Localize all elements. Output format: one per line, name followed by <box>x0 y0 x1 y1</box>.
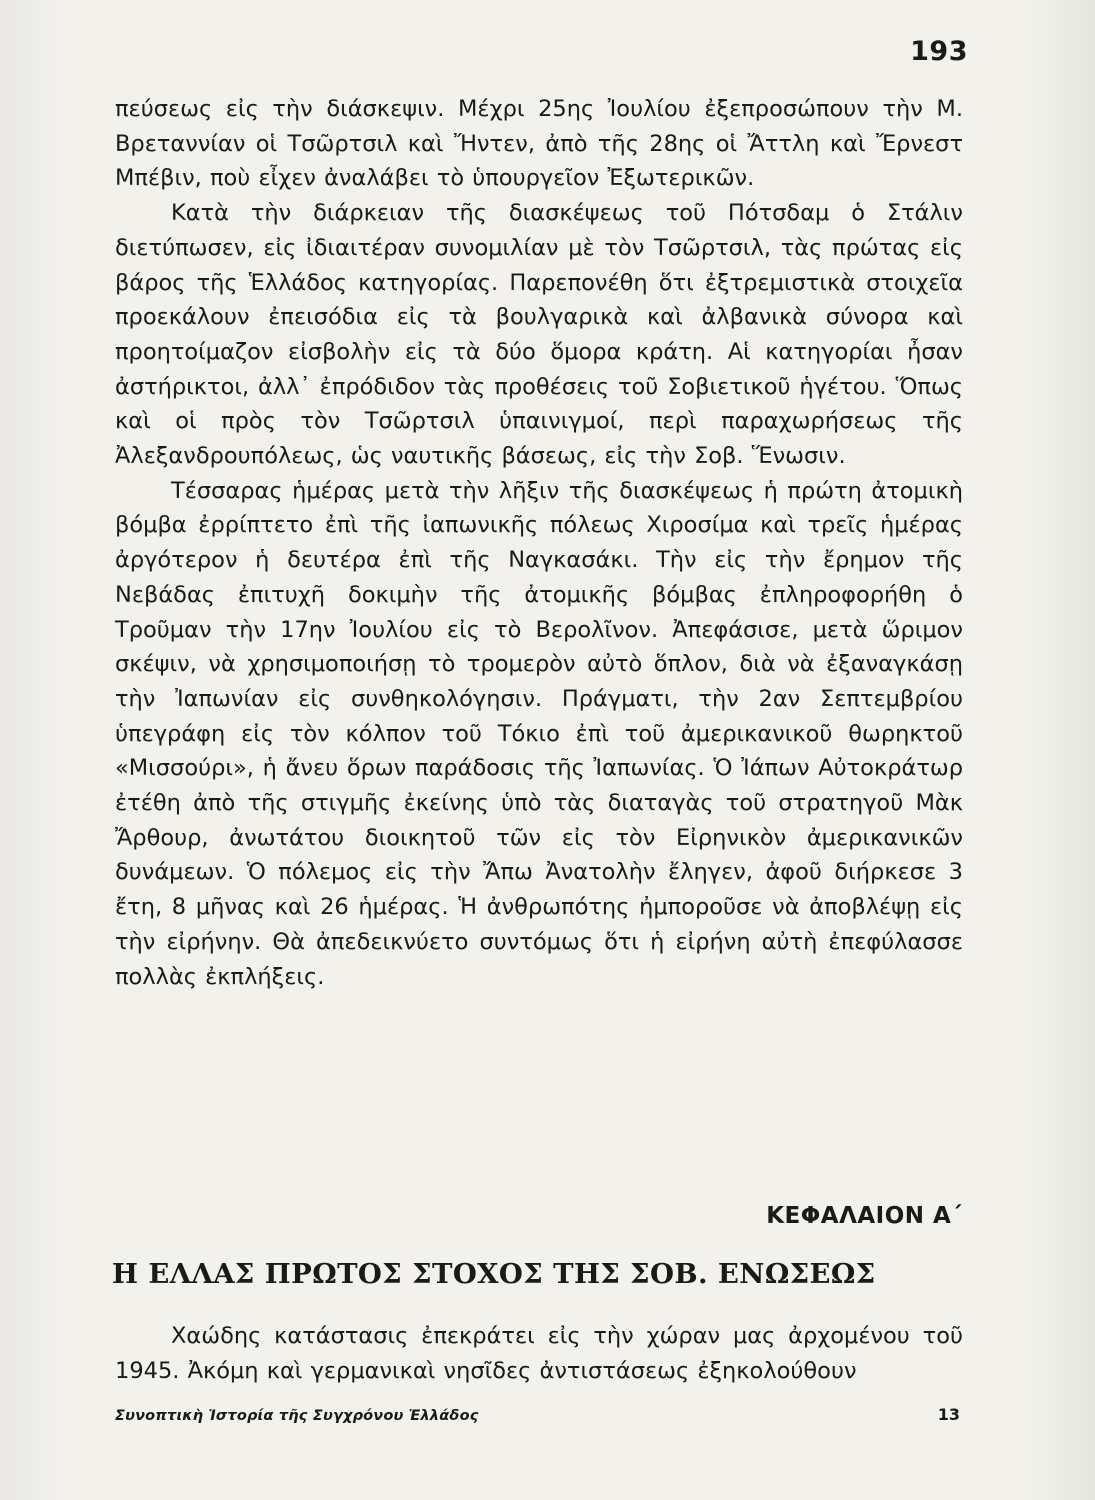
paragraph-potsdam: Κατὰ τὴν διάρκειαν τῆς διασκέψεως τοῦ Πότσδαμ ὁ Στάλιν διετύπωσεν, εἰς ἰδιαιτέραν συνομιλίαν μὲ τὸν Τσῶρτσιλ, τὰς πρώτας εἰς βάρος τῆς Ἑλλάδος κατηγορίας. Παρεπονέθη ὅτι ἐξτρεμιστικὰ στοιχεῖα προεκάλουν ἐπεισόδια εἰς τὰ βουλγαρικὰ καὶ ἀλβανικὰ σύνορα καὶ προητοίμαζον εἰσβολὴν εἰς τὰ δύο ὅμορα κράτη. Αἱ κατηγορίαι ἦσαν ἀστήρικτοι, ἀλλ᾽ ἐπρόδιδον τὰς προθέσεις τοῦ Σοβιετικοῦ ἡγέτου. Ὅπως καὶ οἱ πρὸς τὸν Τσῶρτσιλ ὑπαινιγμοί, περὶ παραχωρήσεως τῆς Ἀλεξανδρουπόλεως, ὡς ναυτικῆς βάσεως, εἰς τὴν Σοβ. Ἕνωσιν. <box>115 200 963 470</box>
paragraph-atomic-bomb: Τέσσαρας ἡμέρας μετὰ τὴν λῆξιν τῆς διασκέψεως ἡ πρώτη ἀτομικὴ βόμβα ἐρρίπτετο ἐπὶ τῆς ἰαπωνικῆς πόλεως Χιροσίμα καὶ τρεῖς ἡμέρας ἀργότερον ἡ δευτέρα ἐπὶ τῆς Ναγκασάκι. Τὴν εἰς τὴν ἔρημον τῆς Νεβάδας ἐπιτυχῆ δοκιμὴν τῆς ἀτομικῆς βόμβας ἐπληροφορήθη ὁ Τροῦμαν τὴν 17ην Ἰουλίου εἰς τὸ Βερολῖνον. Ἀπεφάσισε, μετὰ ὥριμον σκέψιν, νὰ χρησιμοποιήσῃ τὸ τρομερὸν αὐτὸ ὅπλον, διὰ νὰ ἐξαναγκάσῃ τὴν Ἰαπωνίαν εἰς συνθηκολόγησιν. Πράγματι, τὴν 2αν Σεπτεμβρίου ὑπεγράφη εἰς τὸν κόλπον τοῦ Τόκιο ἐπὶ τοῦ ἀμερικανικοῦ θωρηκτοῦ «Μισσούρι», ἡ ἄνευ ὅρων παράδοσις τῆς Ἰαπωνίας. Ὁ Ἰάπων Αὐτοκράτωρ ἐτέθη ἀπὸ τῆς στιγμῆς ἐκείνης ὑπὸ τὰς διαταγὰς τοῦ στρατηγοῦ Μὰκ Ἄρθουρ, ἀνωτάτου διοικητοῦ τῶν εἰς τὸν Εἰρηνικὸν ἀμερικανικῶν δυνάμεων. Ὁ πόλεμος εἰς τὴν Ἄπω Ἀνατολὴν ἔληγεν, ἀφοῦ διήρκεσε 3 ἔτη, 8 μῆνας καὶ 26 ἡμέρας. Ἡ ἀνθρωπότης ἠμποροῦσε νὰ ἀποβλέψῃ εἰς τὴν εἰρήνην. Θὰ ἀπεδεικνύετο συντόμως ὅτι ἡ εἰρήνη αὐτὴ ἐπεφύλασσε πολλὰς ἐκπλήξεις. <box>115 477 963 990</box>
chapter-opening-paragraph: Χαώδης κατάστασις ἐπεκράτει εἰς τὴν χώραν μας ἀρχομένου τοῦ 1945. Ἀκόμη καὶ γερμανικαὶ νησῖδες ἀντιστάσεως ἐξηκολούθουν <box>115 1323 963 1384</box>
footer-book-title: Συνοπτικὴ Ἱστορία τῆς Συγχρόνου Ἑλλάδος <box>115 1408 479 1424</box>
footer-signature: 13 <box>937 1405 960 1424</box>
page-footer <box>115 1405 960 1424</box>
chapter-label: ΚΕΦΑΛΑΙΟΝ Α΄ <box>766 1203 962 1229</box>
paragraph-continuation: πεύσεως εἰς τὴν διάσκεψιν. Μέχρι 25ης Ἰουλίου ἐξεπροσώπουν τὴν Μ. Βρεταννίαν οἱ Τσῶρτσιλ καὶ Ἤντεν, ἀπὸ τῆς 28ης οἱ Ἄττλη καὶ Ἔρνεστ Μπέβιν, ποὺ εἶχεν ἀναλάβει τὸ ὑπουργεῖον Ἐξωτερικῶν. <box>115 96 963 192</box>
chapter-body <box>115 1319 963 1388</box>
page-number: 193 <box>910 36 968 67</box>
chapter-title: Η ΕΛΛΑΣ ΠΡΩΤΟΣ ΣΤΟΧΟΣ ΤΗΣ ΣΟΒ. ΕΝΩΣΕΩΣ <box>112 1258 876 1290</box>
body-text <box>115 92 963 994</box>
